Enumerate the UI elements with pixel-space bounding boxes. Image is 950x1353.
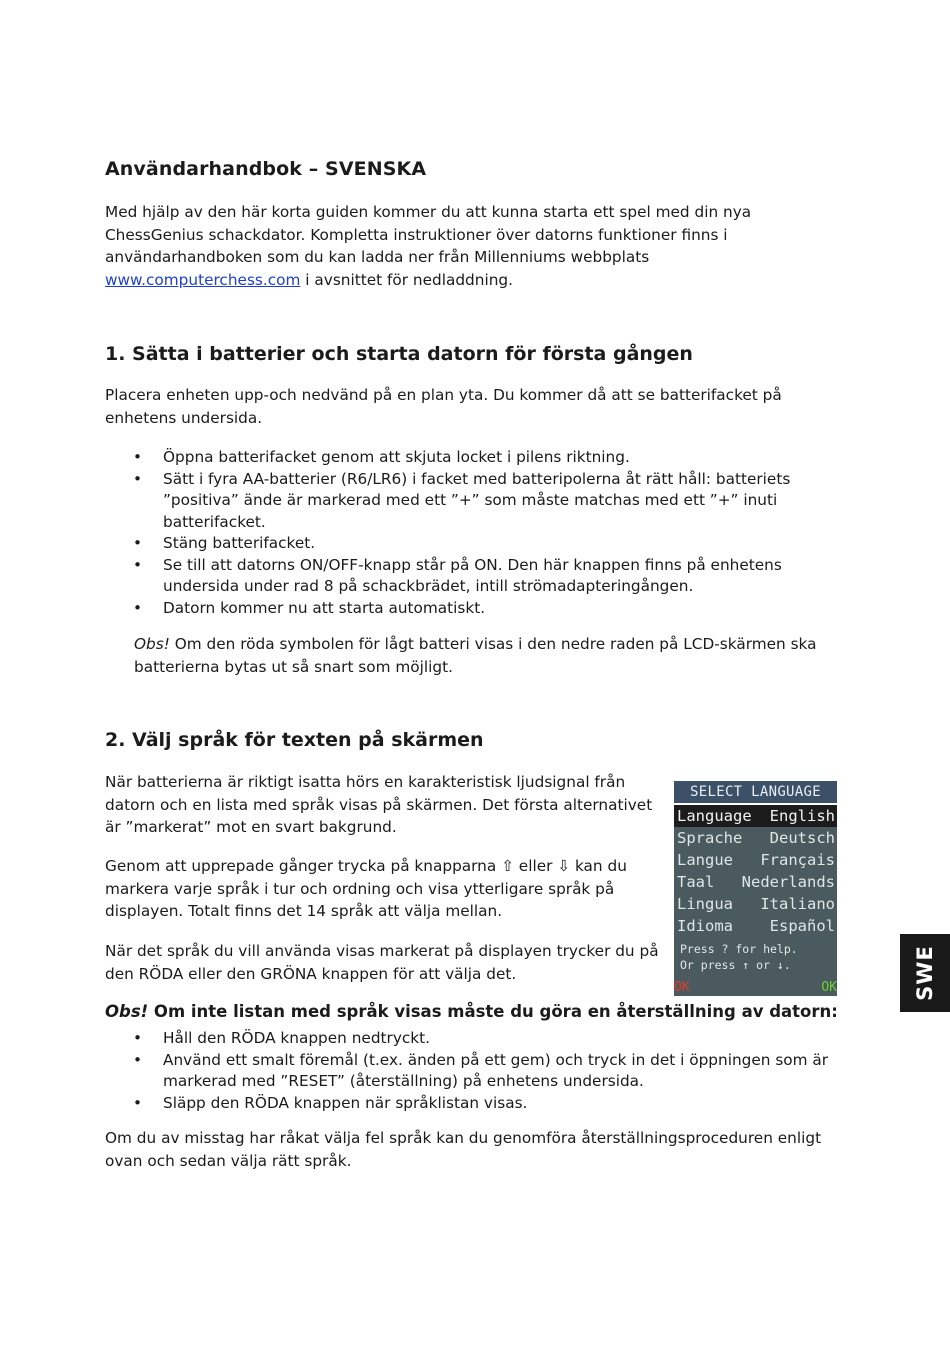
bullet-icon: •: [133, 1093, 143, 1112]
up-arrow-icon: ⇧: [501, 857, 514, 875]
lcd-language-row: Langue Français: [674, 849, 837, 871]
bullet-icon: •: [133, 598, 143, 617]
section2-paragraph-1: När batterierna är riktigt isatta hörs en karakteristisk ljudsignal från datorn och en lista med språk visas på skärmen. Det första alternativet är ”markerat” mot en svart bakgrund.: [105, 773, 653, 836]
section1-list: [105, 447, 845, 619]
bullet-icon: •: [133, 1050, 143, 1069]
closing-paragraph: Om du av misstag har råkat välja fel språk kan du genomföra återställningsproceduren enligt ovan och sedan välja rätt språk.: [105, 1129, 822, 1170]
intro-text: Med hjälp av den här korta guiden kommer du att kunna starta ett spel med din nya ChessGenius schackdator. Kompletta instruktioner över datorns funktioner finns i användarhandboken som du kan ladda ner från Millenniums webbplats: [105, 203, 752, 266]
list-item: • Datorn kommer nu att starta automatiskt.: [105, 598, 845, 620]
lcd-language-row: Lingua Italiano: [674, 893, 837, 915]
bullet-icon: •: [133, 448, 143, 466]
section2-paragraph-2: Genom att upprepade gånger trycka på knapparna ⇧ eller ⇩ kan du markera varje språk i tur och ordning och visa ytterligare språk på displayen. Totalt finns det 14 språk att välja mellan.: [105, 857, 627, 920]
bullet-icon: •: [133, 1029, 143, 1047]
list-item: • Håll den RÖDA knappen nedtryckt.: [105, 1028, 845, 1050]
down-arrow-icon: ⇩: [557, 857, 571, 875]
obs-note: [134, 633, 834, 678]
section2-heading: 2. Välj språk för texten på skärmen: [105, 729, 484, 751]
list-item: • Öppna batterifacket genom att skjuta locket i pilens riktning.: [105, 447, 845, 469]
lcd-title: SELECT LANGUAGE: [674, 781, 837, 803]
section1-paragraph: Placera enheten upp-och nedvänd på en plan yta. Du kommer då att se batterifacket på enhetens undersida.: [105, 386, 782, 427]
list-item: • Använd ett smalt föremål (t.ex. änden på ett gem) och tryck in det i öppningen som är markerad med ”RESET” (återställning) på enhetens undersida.: [133, 1050, 829, 1090]
lcd-language-row: Language English: [674, 805, 837, 827]
list-item: • Släpp den RÖDA knappen när språklistan visas.: [105, 1093, 845, 1115]
list-item: • Stäng batterifacket.: [105, 533, 845, 555]
bullet-icon: •: [133, 469, 143, 488]
intro-text-end: i avsnittet för nedladdning.: [300, 270, 513, 289]
section2-paragraph-3: När det språk du vill använda visas markerat på displayen trycker du på den RÖDA eller den GRÖNA knappen för att välja det.: [105, 942, 659, 983]
list-item: • Se till att datorns ON/OFF-knapp står på ON. Den här knappen finns på enhetens undersida under rad 8 på schackbrädet, intill strömadapteringången.: [133, 555, 782, 595]
section2-list: [105, 1028, 845, 1114]
section1-heading: 1. Sätta i batterier och starta datorn för första gången: [105, 343, 693, 365]
obs-text: Om den röda symbolen för lågt batteri visas i den nedre raden på LCD-skärmen ska batterierna bytas ut så snart som möjligt.: [134, 635, 817, 676]
lcd-red-ok: OK: [674, 980, 690, 995]
obs-label: Obs!: [134, 635, 170, 653]
bullet-icon: •: [133, 555, 143, 574]
intro-paragraph: [105, 201, 845, 291]
lcd-language-row: Sprache Deutsch: [674, 827, 837, 849]
list-item: • Sätt i fyra AA-batterier (R6/LR6) i facket med batteripolerna åt rätt håll: batteriets ”positiva” ände är markerad med ett ”+” som måste matchas med ett ”+” inuti batterifacket.: [133, 469, 791, 531]
lcd-green-ok: OK: [821, 980, 837, 995]
computerchess-link[interactable]: www.computerchess.com: [105, 270, 301, 289]
lcd-language-row: Taal Nederlands: [674, 871, 837, 893]
lcd-help-text: Press ? for help. Or press ↑ or ↓.: [674, 937, 837, 996]
side-tab-label: SWE: [913, 945, 937, 1001]
language-side-tab: [900, 934, 950, 1012]
bullet-icon: •: [133, 534, 143, 552]
lcd-language-row: Idioma Español: [674, 915, 837, 937]
reset-heading: Obs! Om inte listan med språk visas måste du göra en återställning av datorn:: [105, 1002, 838, 1021]
obs-label: Obs!: [105, 1002, 149, 1021]
page-title: Användarhandbok – SVENSKA: [105, 158, 427, 180]
lcd-screen-image: [673, 781, 838, 996]
